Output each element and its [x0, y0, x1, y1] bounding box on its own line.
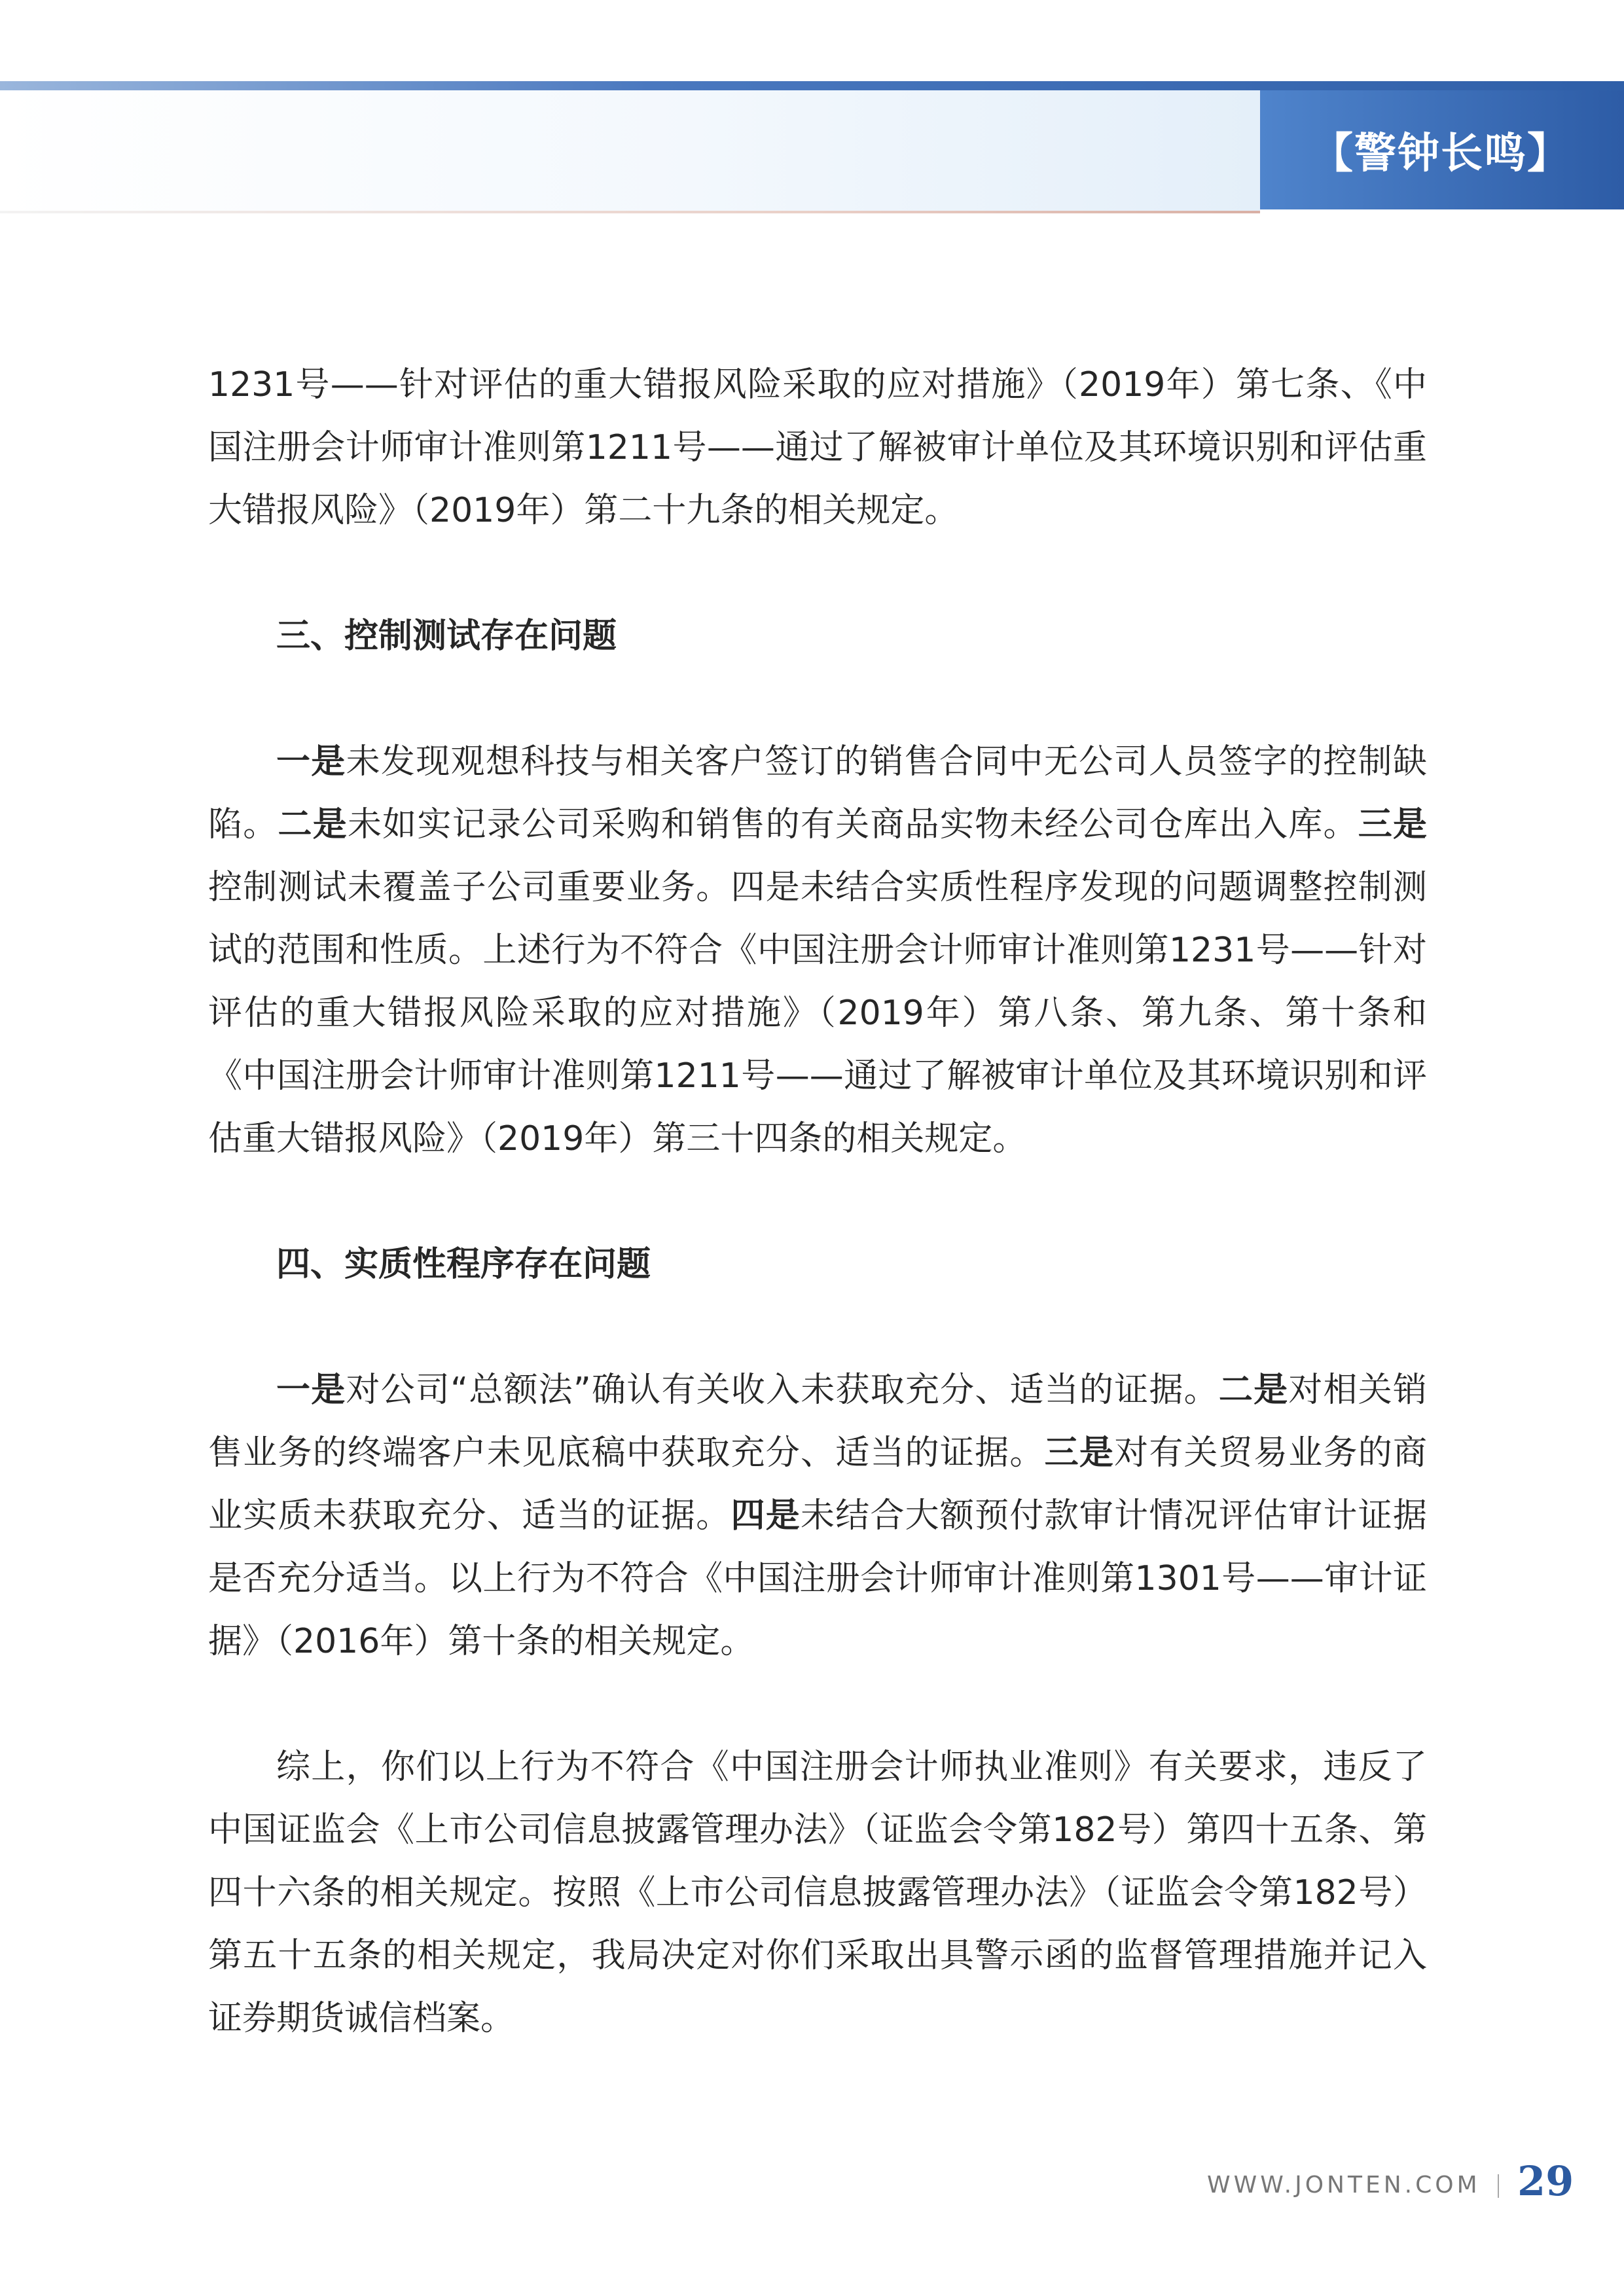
paragraph-text: 对公司“总额法”确认有关收入未获取充分、适当的证据。 — [346, 1371, 1219, 1410]
lead-phrase: 四是 — [731, 1496, 801, 1535]
paragraph-conclusion: 综上，你们以上行为不符合《中国注册会计师执业准则》有关要求，违反了中国证监会《上市公司信息披露管理办法》（证监会令第182号）第四十五条、第四十六条的相关规定。按照《上市公司信息披露管理办法》（证监会令第182号）第五十五条的相关规定，我局决定对你们采取出具警示函的监督管理措施并记入证券期货诚信档案。 — [208, 1748, 1427, 2038]
paragraph-text: 控制测试未覆盖子公司重要业务。四是未结合实质性程序发现的问题调整控制测试的范围和性质。上述行为不符合《中国注册会计师审计准则第1231号——针对评估的重大错报风险采取的应对措施》（2019年）第八条、第九条、第十条和《中国注册会计师审计准则第1211号——通过了解被审计单位及其环境识别和评估重大错报风险》（2019年）第三十四条的相关规定。 — [208, 868, 1427, 1158]
page-number: 29 — [1517, 2157, 1574, 2205]
paragraph-text: 未发现观想科技与相关客户签订的销售合同中无公司人员签字的控制缺陷。 — [208, 742, 1427, 844]
paragraph-text: 对有关贸易业务的商业实质未获取充分、适当的证据。 — [208, 1433, 1427, 1535]
header-band — [0, 90, 1260, 212]
lead-phrase: 二是 — [278, 805, 348, 844]
paragraph-text: 未如实记录公司采购和销售的有关商品实物未经公司仓库出入库。 — [347, 805, 1358, 844]
paragraph-continuation: 1231号——针对评估的重大错报风险采取的应对措施》（2019年）第七条、《中国注册会计师审计准则第1211号——通过了解被审计单位及其环境识别和评估重大错报风险》（2019年）第二十九条的相关规定。 — [208, 365, 1427, 530]
lead-phrase: 三是 — [1044, 1433, 1115, 1473]
lead-phrase: 一是 — [276, 742, 346, 781]
paragraph-text: 对相关销售业务的终端客户未见底稿中获取充分、适当的证据。 — [208, 1371, 1427, 1473]
lead-phrase: 一是 — [276, 1371, 346, 1410]
header-top-rule — [0, 81, 1624, 90]
lead-phrase: 三是 — [1358, 805, 1427, 844]
heading-control-testing: 三、控制测试存在问题 — [276, 617, 617, 656]
lead-phrase: 二是 — [1218, 1371, 1289, 1410]
heading-substantive-procedures: 四、实质性程序存在问题 — [276, 1245, 651, 1284]
paragraph-control-testing — [208, 730, 1427, 1170]
footer-divider — [1498, 2174, 1499, 2198]
footer-website: WWW.JONTEN.COM — [1207, 2172, 1481, 2198]
paragraph-text: 未结合大额预付款审计情况评估审计证据是否充分适当。以上行为不符合《中国注册会计师审计准则第1301号——审计证据》（2016年）第十条的相关规定。 — [208, 1496, 1427, 1661]
paragraph-substantive-procedures — [208, 1359, 1427, 1673]
section-tab — [1260, 90, 1624, 209]
article-body — [208, 353, 1427, 2050]
header-underline — [0, 211, 1260, 213]
section-label: 【警钟长鸣】 — [1311, 129, 1570, 178]
